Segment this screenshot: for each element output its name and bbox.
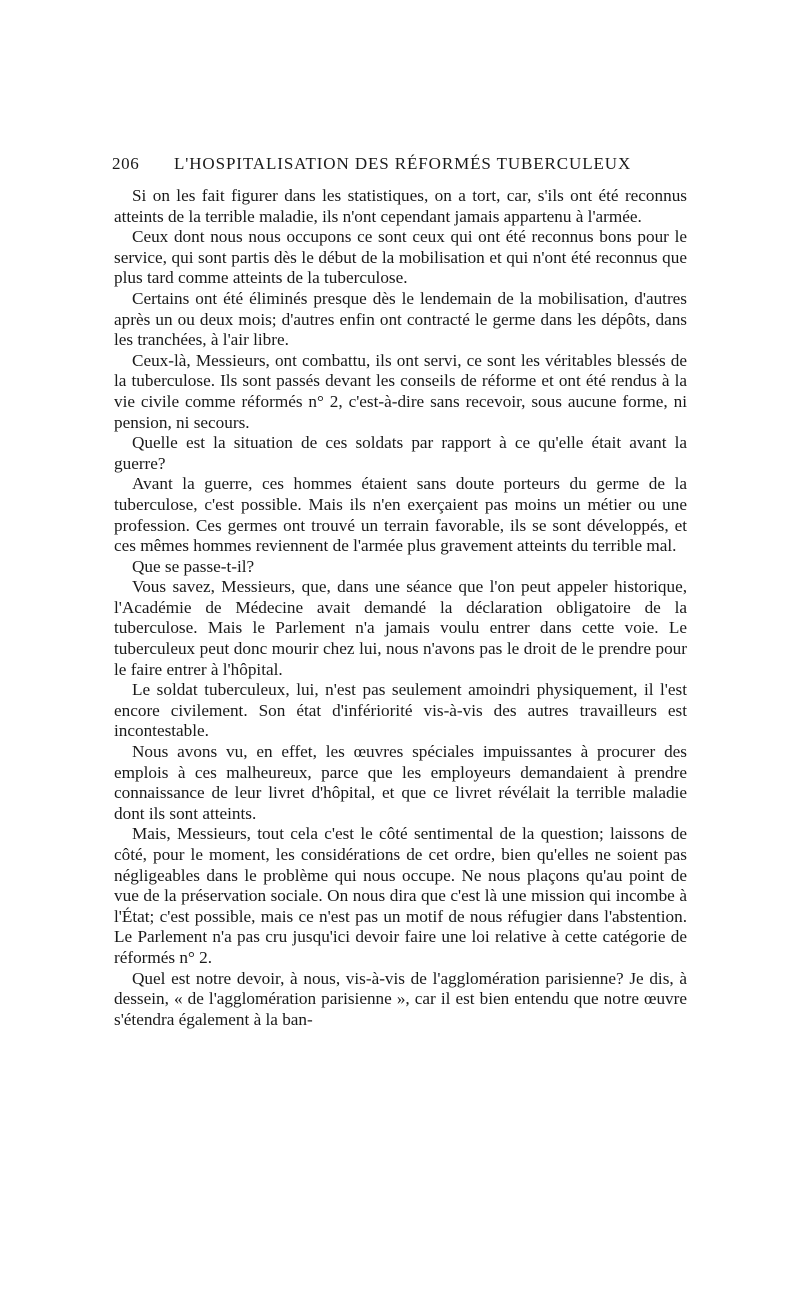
paragraph: Vous savez, Messieurs, que, dans une séance que l'on peut appeler historique, l'Académie de Médecine avait demandé la déclaration obligatoire de la tuberculose. Mais le Parlement n'a jamais voulu entrer dans cette voie. Le tuberculeux peut donc mourir chez lui, nous n'avons pas le droit de le prendre pour le faire entrer à l'hôpital. <box>114 577 687 679</box>
paragraph: Avant la guerre, ces hommes étaient sans doute porteurs du germe de la tuberculose, c'est possible. Mais ils n'en exerçaient pas moins un métier ou une profession. Ces germes ont trouvé un terrain favorable, ils se sont développés, et ces mêmes hommes reviennent de l'armée plus gravement atteints du terrible mal. <box>114 474 687 556</box>
paragraph: Ceux-là, Messieurs, ont combattu, ils ont servi, ce sont les véritables blessés de la tuberculose. Ils sont passés devant les conseils de réforme et ont été rendus à la vie civile comme réformés n° 2, c'est-à-dire sans recevoir, sous aucune forme, ni pension, ni secours. <box>114 350 687 432</box>
paragraph: Que se passe-t-il? <box>132 556 255 576</box>
paragraph: Certains ont été éliminés presque dès le lendemain de la mobilisation, d'autres après un ou deux mois; d'autres enfin ont contracté le germe dans les dépôts, dans les tranchées, à l'air libre. <box>114 288 687 350</box>
paragraph: Nous avons vu, en effet, les œuvres spéciales impuissantes à procurer des emplois à ces malheureux, parce que les employeurs demandaient à prendre connaissance de leur livret d'hôpital, et que ce livret révélait la terrible maladie dont ils sont atteints. <box>114 742 687 823</box>
paragraph: Mais, Messieurs, tout cela c'est le côté sentimental de la question; laissons de côté, pour le moment, les considérations de cet ordre, bien qu'elles ne soient pas négligeables dans le problème qui nous occupe. Ne nous plaçons qu'au point de vue de la préservation sociale. On nous dira que c'est là une mission qui incombe à l'État; c'est possible, mais ce n'est pas un motif de nous réfugier dans l'abstention. Le Parlement n'a pas cru jusqu'ici devoir faire une loi relative à cette catégorie de réformés n° 2. <box>114 824 687 967</box>
paragraph: Quelle est la situation de ces soldats par rapport à ce qu'elle était avant la guerre? <box>114 433 687 473</box>
running-title: L'HOSPITALISATION DES RÉFORMÉS TUBERCULEUX <box>174 154 632 173</box>
page-number: 206 <box>112 154 140 173</box>
paragraph: Si on les fait figurer dans les statistiques, on a tort, car, s'ils ont été reconnus atteints de la terrible maladie, ils n'ont cependant jamais appartenu à l'armée. <box>114 186 687 226</box>
running-head <box>112 152 687 176</box>
paragraph: Quel est notre devoir, à nous, vis-à-vis de l'agglomération parisienne? Je dis, à dessein, « de l'agglomération parisienne », car il est bien entendu que notre œuvre s'étendra également à la ban- <box>114 968 687 1029</box>
paragraph: Le soldat tuberculeux, lui, n'est pas seulement amoindri physiquement, il l'est encore civilement. Son état d'infériorité vis-à-vis des autres travailleurs est incontestable. <box>114 680 687 741</box>
body-text <box>114 186 687 1030</box>
paragraph: Ceux dont nous nous occupons ce sont ceux qui ont été reconnus bons pour le service, qui sont partis dès le début de la mobilisation et qui n'ont été reconnus que plus tard comme atteints de la tuberculose. <box>114 227 687 288</box>
